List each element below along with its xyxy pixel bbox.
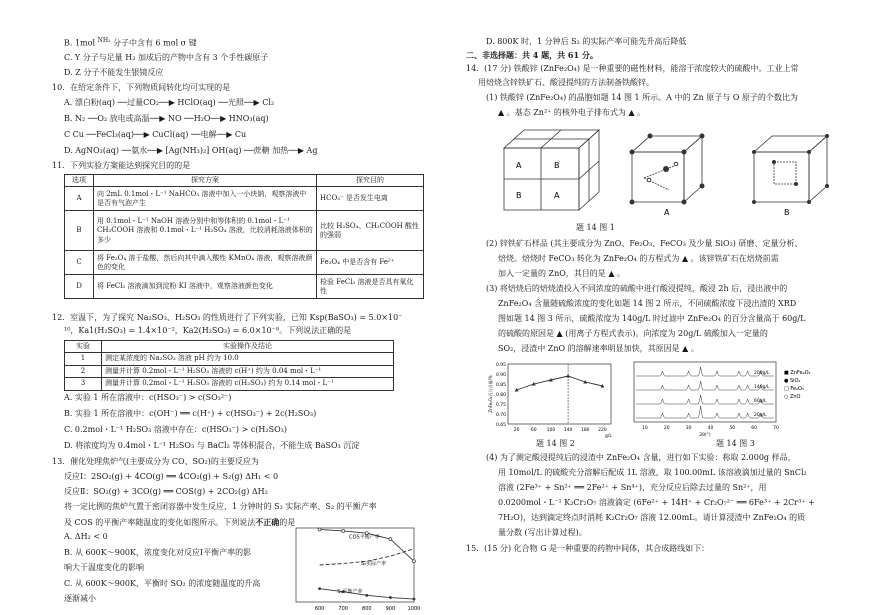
q11-opt: D <box>65 275 94 299</box>
q12-header-op: 实验操作及结论 <box>102 341 394 353</box>
x-tick-label: 1000 <box>407 606 421 612</box>
q10-option-a: A. 漂白粉(aq) ──过量CO₂──▶ HClO(aq) ──光照──▶ Cl₂ <box>64 98 275 107</box>
q14-part4-e: 7H₂O)，达到滴定终点时消耗 K₂Cr₂O₇ 溶液 12.00mL。请计算浸渣中 ZnFe₂O₄ 的质 <box>498 513 806 522</box>
table-row <box>65 275 424 299</box>
x-tick-label: 50 <box>729 426 736 431</box>
q9-structure-label: NH₂ <box>97 37 111 44</box>
xrd-trace-label: 20g/L <box>754 413 767 418</box>
q12-exp-text: 测定某浓度的 Na₂SO₃ 溶液 pH 约为 10.0 <box>102 353 394 365</box>
data-point <box>365 594 368 597</box>
q11-stem: 11．下列实验方案能达到探究目的的是 <box>52 161 191 170</box>
table-row <box>65 251 424 275</box>
q12-stem-1: 12．室温下，为了探究 Na₂SO₃、H₂SO₃ 的性质进行了下列实验，已知 Ksp(BaSO₃) = 5.0×10⁻ <box>52 313 403 322</box>
q11-opt: B <box>65 211 94 251</box>
q13-yield-chart <box>274 522 424 615</box>
xrd-trace-label: 200g/L <box>754 371 770 376</box>
x-tick-label: 800 <box>362 606 372 612</box>
x-tick-label: 600 <box>314 606 325 612</box>
fig3-xrd-chart <box>626 358 851 438</box>
y-tick-label: 0.80 <box>495 393 506 398</box>
x-tick-label: 30 <box>685 426 692 431</box>
q13-reaction-1: 反应Ⅰ：2SO₂(g) + 4CO(g) ══ 4CO₂(g) + S₂(g) ΔH₁ < 0 <box>64 472 279 481</box>
x-tick-label: 40 <box>707 426 714 431</box>
x-tick-label: 20 <box>663 426 670 431</box>
q13-option-c-2: 逐渐减小 <box>64 594 96 603</box>
q13-option-d: D. 800K 时，1 分钟后 S₂ 的实际产率可能先升高后降低 <box>486 37 687 46</box>
q12-exp-text: 测量并计算 0.2mol・L⁻¹ H₂SO₃ 溶液的 c(H⁺) 约为 0.04 mol・L⁻¹ <box>102 365 394 377</box>
q14-part4-d: 0.0200mol・L⁻¹ K₂Cr₂O₇ 溶液滴定 (6Fe²⁺ + 14H⁺ + Cr₂O₇²⁻ ══ 6Fe³⁺ + 2Cr³⁺ + <box>498 498 815 507</box>
y-tick-label: 0.85 <box>495 383 506 388</box>
q11-table <box>64 174 424 299</box>
q13-emphasis: 不正确 <box>255 517 280 527</box>
q9-option-d: D. Z 分子不能发生银镜反应 <box>64 68 164 77</box>
series-line <box>517 376 603 390</box>
y-tick-label: 0.75 <box>495 403 506 408</box>
data-point <box>318 528 321 531</box>
q12-exp-no: 2 <box>65 365 102 377</box>
q10-stem: 10．在给定条件下，下列物质间转化均可实现的是 <box>52 83 231 92</box>
x-tick-label: 20 <box>513 428 520 433</box>
q13-option-b-1: B. 从 600K～900K，浓度变化对反应Ⅰ平衡产率的影 <box>64 548 252 557</box>
table-row <box>65 353 394 365</box>
series-label: S₂平衡产率 <box>337 589 363 596</box>
x-tick-label: 220 <box>598 428 607 433</box>
q13-reaction-2: 反应Ⅱ：SO₂(g) + 3CO(g) ══ COS(g) + 2CO₂(g) ΔH₂ <box>64 487 268 496</box>
q12-exp-no: 3 <box>65 378 102 390</box>
q11-plan: 用 0.1mol・L⁻¹ NaOH 溶液分别中和等体积的 0.1mol・L⁻¹ CH₃COOH 溶液和 0.1mol・L⁻¹ H₂SO₄ 溶液，比较消耗溶液体积的多少 <box>94 211 317 251</box>
q12-stem-2: ¹⁰，Ka1(H₂SO₃) = 1.4×10⁻²，Ka2(H₂SO₃) = 6.0×10⁻⁸。下列说法正确的是 <box>64 326 352 335</box>
x-tick-label: 10 <box>642 426 648 431</box>
q14-part3-c: 图如题 14 图 3 所示，硫酸浓度为 140g/L 时过滤中 ZnFe₂O₄ 的百分含量高于 60g/L <box>498 314 806 323</box>
q11-opt: C <box>65 251 94 275</box>
data-point <box>342 529 345 532</box>
q12-header-exp: 实验 <box>65 341 102 353</box>
table-row <box>65 378 394 390</box>
fig1-caption: 题 14 图 1 <box>576 223 615 232</box>
q14-part3-d: 的硫酸的原因是 ▲ (用离子方程式表示)。向浓度为 20g/L 硫酸加入一定量的 <box>498 329 768 338</box>
table-row <box>65 187 424 211</box>
q11-goal: 检验 FeCl₃ 溶液是否具有氧化性 <box>317 275 424 299</box>
section-2-title: 二、非选择题：共 4 题，共 61 分。 <box>466 50 598 60</box>
q14-part2-a: (2) 锌铁矿石样品 (其主要成分为 ZnO、Fe₂O₃、FeCO₃ 及少量 SiO₂) 研磨、定量分析、 <box>486 239 803 248</box>
q12-table <box>64 340 394 391</box>
plot-frame <box>508 364 611 424</box>
q12-option-c: C. 0.2mol・L⁻¹ H₂SO₃ 溶液中存在：c(HSO₃⁻) > c(H₂SO₃) <box>64 425 287 434</box>
legend-item: ○ ZnO <box>784 394 801 400</box>
q14-part3-e: SO₂，浸渣中 ZnO 的溶解速率明显加快，其原因是 ▲ 。 <box>498 344 699 353</box>
q13-option-a: A. ΔH₂ < 0 <box>64 532 108 541</box>
q12-option-a: A. 实验 1 所在溶液中：c(HSO₃⁻) > c(SO₃²⁻) <box>64 393 232 402</box>
cube-label-a1: A <box>516 161 522 170</box>
q14-part3-a: (3) 将焙烧后的焙烧渣投入不同浓度的硫酸中进行酸浸提纯，酸浸 2h 后，浸出液中的 <box>486 284 788 293</box>
legend-item: ■ ZnFe₂O₄ <box>784 370 811 376</box>
q14-part2-b: 焙烧。焙烧时 FeCO₃ 转化为 ZnFe₂O₄ 的方程式为 ▲ 。该锌铁矿石在焙烧前需 <box>498 254 779 263</box>
series-label: COS平衡产率 <box>349 534 380 541</box>
q14-part1-a: (1) 铁酸锌 (ZnFe₂O₄) 的晶胞如题 14 图 1 所示。A 中的 Zn 原子与 O 原子的个数比为 <box>486 93 798 102</box>
series-line <box>320 589 414 599</box>
q14-part4-a: (4) 为了测定酸浸提纯后的浸渣中 ZnFe₂O₄ 含量，进行如下实验：称取 2.000g 样品， <box>486 453 796 462</box>
x-tick-label: 700 <box>338 606 348 612</box>
q11-goal: Fe₃O₄ 中是否含有 Fe²⁺ <box>317 251 424 275</box>
cube-label-a2: A <box>554 191 560 200</box>
fig2-caption: 题 14 图 2 <box>536 439 575 448</box>
data-point <box>318 587 321 590</box>
q14-part4-f: 量分数 (写出计算过程)。 <box>498 528 587 537</box>
q14-part4-b: 用 10mol/L 的硫酸充分溶解后配成 1L 溶液，取 100.00mL 该溶液滴加过量的 SnCl₂ <box>498 468 807 477</box>
q11-goal: 比较 H₂SO₄、CH₃COOH 酸性的强弱 <box>317 211 424 251</box>
y-tick-label: 0.95 <box>495 363 506 368</box>
x-axis-label: g/L <box>605 434 612 438</box>
q11-plan: 将 Fe₃O₄ 溶于盐酸，然后向其中滴入酸性 KMnO₄ 溶液，观察溶液颜色的变化 <box>94 251 317 275</box>
q11-header-goal: 探究目的 <box>317 175 424 187</box>
q10-option-c: C Cu ──FeCl₃(aq)──▶ CuCl(aq) ──电解──▶ Cu <box>64 130 247 139</box>
table-row <box>65 365 394 377</box>
fig2-chart <box>486 358 616 438</box>
x-tick-label: 70 <box>773 426 779 431</box>
q13-option-c-1: C. 从 600K～900K，平衡时 SO₂ 的浓度随温度的升高 <box>64 579 261 588</box>
y-tick-label: 0.65 <box>495 423 506 428</box>
q14-part1-b: ▲ 。基态 Zn²⁺ 的核外电子排布式为 ▲ 。 <box>498 108 646 117</box>
x-tick-label: 900 <box>385 606 396 612</box>
q14-part3-b: ZnFe₂O₄ 含量随硫酸浓度的变化如题 14 图 2 所示，不同硫酸浓度下浸出渣的 XRD <box>498 299 797 308</box>
q13-stem: 13．催化处理焦炉气(主要成分为 CO、SO₂)的主要反应为 <box>52 457 259 466</box>
fig3-caption: 题 14 图 3 <box>716 439 755 448</box>
q14-part2-c: 加入一定量的 ZnO，其目的是 ▲ 。 <box>498 269 626 278</box>
q14-stem-2: 用焙烧含锌铁矿石、酸浸提纯的方法制备铁酸锌。 <box>478 78 654 87</box>
q14-part4-c: 溶液 (2Fe³⁺ + Sn²⁺ ══ 2Fe²⁺ + Sn⁴⁺)，充分反应后除去过量的 Sn²⁺，用 <box>498 483 767 492</box>
q12-option-d: D. 将浓度均为 0.4mol・L⁻¹ H₂SO₃ 与 BaCl₂ 等体积混合，不能生成 BaSO₃ 沉淀 <box>64 441 360 450</box>
table-row <box>65 211 424 251</box>
x-tick-label: 100 <box>546 428 556 433</box>
x-tick-label: 140 <box>563 428 573 433</box>
series-label: S₂实际产率 <box>360 561 387 568</box>
xrd-trace-label: 60g/L <box>754 399 767 404</box>
data-point <box>389 596 392 599</box>
data-point <box>413 598 416 601</box>
q13-option-b-2: 响大于温度变化的影响 <box>64 563 144 572</box>
q14-stem-1: 14．(17 分) 铁酸锌 (ZnFe₂O₄) 是一种重要的磁性材料，能溶于浓度较大的硫酸中。工业上常 <box>466 64 799 73</box>
q12-exp-no: 1 <box>65 353 102 365</box>
q13-text-1: 将一定比例的焦炉气置于密闭容器中发生反应，1 分钟时的 S₂ 实际产率、S₂ 的平衡产率 <box>64 502 377 511</box>
data-point <box>389 538 392 541</box>
q11-header-option: 选项 <box>65 175 94 187</box>
xrd-trace-label: 140g/L <box>754 385 770 390</box>
q10-option-d: D. AgNO₃(aq) ──氨水──▶ [Ag(NH₃)₂] OH(aq) ──蔗糖 加热──▶ Ag <box>64 146 318 155</box>
data-point <box>413 560 416 563</box>
cube-label-b1: B <box>554 161 560 170</box>
q10-option-b: B. N₂ ──O₂ 放电或高温──▶ NO ──H₂O──▶ HNO₃(aq) <box>64 114 269 123</box>
cell-b-caption: B <box>784 208 790 217</box>
x-axis-label: 2θ(°) <box>699 433 711 438</box>
q12-option-b: B. 实验 1 所在溶液中：c(OH⁻) ══ c(H⁺) + c(HSO₃⁻) + 2c(H₂SO₃) <box>64 409 317 418</box>
q12-exp-text: 测量并计算 0.2mol・L⁻¹ H₂SO₃ 溶液的 c(H₂SO₃) 约为 0.14 mol・L⁻¹ <box>102 378 394 390</box>
legend-item: ● SiO₂ <box>784 378 801 384</box>
q11-opt: A <box>65 187 94 211</box>
q9-option-c: C. Y 分子与足量 H₂ 加成后的产物中含有 3 个手性碳原子 <box>64 53 269 62</box>
q9-option-b: B. 1mol $^{NH_2}$ 分子中含有 6 mol σ 键 <box>64 37 197 48</box>
x-tick-label: 180 <box>580 428 590 433</box>
q11-plan: 将 FeCl₃ 溶液滴加到淀粉 KI 溶液中，观察溶液颜色变化 <box>94 275 317 299</box>
q11-header-plan: 探究方案 <box>94 175 317 187</box>
y-tick-label: 0.70 <box>495 413 506 418</box>
cell-a-caption: A <box>664 208 670 217</box>
q11-plan: 向 2mL 0.1mol・L⁻¹ NaHCO₃ 溶液中加入一小块钠，观察溶液中是否有气泡产生 <box>94 187 317 211</box>
q13-text-2: 及 COS 的平衡产率随温度的变化如图所示。下列说法不正确的是 <box>64 517 296 527</box>
cube-label-b2: B <box>516 191 522 200</box>
q15-stem: 15．(15 分) 化合物 G 是一种重要的药物中间体，其合成路线如下： <box>466 544 710 553</box>
cell-b <box>754 136 827 202</box>
y-tick-label: 0.90 <box>495 373 506 378</box>
q14-crystal-figure <box>484 118 854 218</box>
q11-goal: HCO₃⁻ 是否发生电离 <box>317 187 424 211</box>
legend-item: □ Fe₂O₃ <box>784 386 804 392</box>
y-axis-label: ZnFe₂O₄百分含量/% <box>488 375 493 413</box>
x-tick-label: 60 <box>751 426 758 431</box>
x-tick-label: 60 <box>530 428 537 433</box>
